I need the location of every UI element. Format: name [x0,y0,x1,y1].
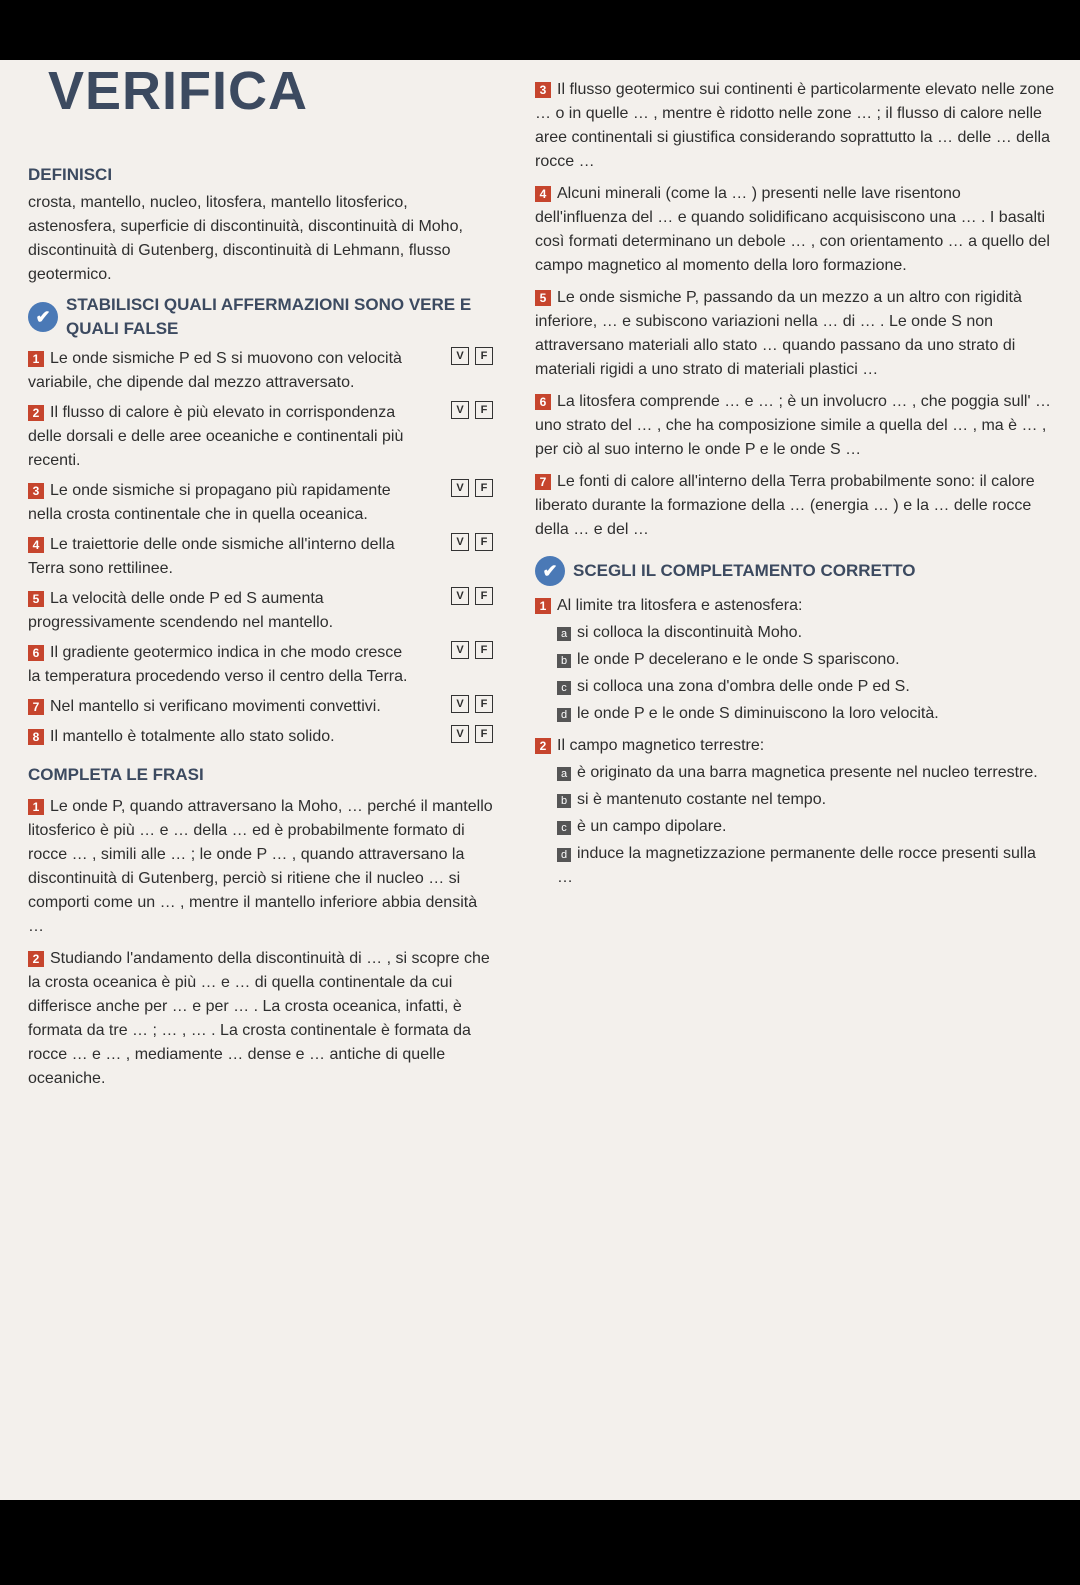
false-checkbox[interactable]: F [475,479,493,497]
true-checkbox[interactable]: V [451,479,469,497]
workbook-page [0,60,1080,1500]
false-checkbox[interactable]: F [475,695,493,713]
true-checkbox[interactable]: V [451,587,469,605]
mc-option[interactable]: b si è mantenuto costante nel tempo. [557,788,1055,812]
vf-item: 3 Le onde sismiche si propagano più rapidamente nella crosta continentale che in quella oceanica. V F [28,479,493,527]
true-checkbox[interactable]: V [451,695,469,713]
mc-option[interactable]: c si colloca una zona d'ombra delle onde P ed S. [557,675,1055,699]
completa-item-1-text: Le onde P, quando attraversano la Moho, … perché il mantello litosferico è più … e … della … ed è probabilmente formato di rocce … , simili alle … ; le onde P … , quando attraversano la discontinuità di Gutenberg, perciò si ritiene che il nucleo … si comporti come un … , mentre il mantello inferiore abbia densità … [28,798,493,935]
completa-item-2-text: Studiando l'andamento della discontinuità di … , si scopre che la crosta oceanica è più … e … di quella continentale da cui differisce anche per … e per … . La crosta oceanica, infatti, è formata da tre … ; … , … . La crosta continentale è formata da rocce … e … , mediamente … dense e … antiche di quelle oceaniche. [28,950,490,1087]
vf-item-text: Le onde sismiche P ed S si muovono con velocità variabile, che dipende dal mezzo attraversato. [28,350,402,391]
completa-item-7-text: Le fonti di calore all'interno della Terra probabilmente sono: il calore liberato durante la formazione della … (energia … ) e la … delle rocce della … e del … [535,473,1035,538]
mc-option[interactable]: b le onde P decelerano e le onde S spariscono. [557,648,1055,672]
completa-item-4-text: Alcuni minerali (come la … ) presenti nelle lave risentono dell'influenza del … e quando solidificano acquisiscono una … . I basalti così formati determinano un debole … , con orientamento … a quello del campo magnetico al momento della loro formazione. [535,185,1050,274]
true-checkbox[interactable]: V [451,725,469,743]
scegli-heading: SCEGLI IL COMPLETAMENTO CORRETTO [573,561,916,580]
vf-item-text: Le onde sismiche si propagano più rapidamente nella crosta continentale che in quella oceanica. [28,482,391,523]
definisci-heading: DEFINISCI [28,165,113,184]
mc-option[interactable]: a è originato da una barra magnetica presente nel nucleo terrestre. [557,761,1055,785]
vf-item-text: Le traiettorie delle onde sismiche all'interno della Terra sono rettilinee. [28,536,395,577]
vf-item: 2 Il flusso di calore è più elevato in corrispondenza delle dorsali e delle aree oceaniche e continentali più recenti. V F [28,401,493,473]
vf-list [28,347,493,749]
false-checkbox[interactable]: F [475,725,493,743]
false-checkbox[interactable]: F [475,587,493,605]
right-column [535,70,1055,898]
false-checkbox[interactable]: F [475,641,493,659]
check-icon: ✔ [535,556,565,586]
mc-option[interactable]: c è un campo dipolare. [557,815,1055,839]
completa-item-6: 6 La litosfera comprende … e … ; è un involucro … , che poggia sull' … uno strato del … , che ha composizione simile a quella del … , ma è … , per ciò al suo interno le onde P e le onde S … [535,393,1051,458]
completa-item-5-text: Le onde sismiche P, passando da un mezzo a un altro con rigidità inferiore, … e subiscono variazioni nella … di … . Le onde S non attraversano materiali allo stato … quando passano da uno strato di materiali rigidi a uno strato di materiali plastici … [535,289,1022,378]
page-title: VERIFICA [48,61,309,121]
vf-item: 8 Il mantello è totalmente allo stato solido. V F [28,725,493,749]
completa-item-3-text: Il flusso geotermico sui continenti è particolarmente elevato nelle zone … o in quelle … , mentre è ridotto nelle zone … ; il flusso di calore nelle aree continentali si giustifica considerando soprattutto la … delle … della rocce … [535,81,1055,170]
completa-item-4: 4 Alcuni minerali (come la … ) presenti nelle lave risentono dell'influenza del … e quando solidificano acquisiscono una … . I basalti così formati determinano un debole … , con orientamento … a quello del campo magnetico al momento della loro formazione. [535,185,1050,274]
true-checkbox[interactable]: V [451,641,469,659]
scegli-heading-row [535,556,1055,586]
vf-heading-row [28,293,493,341]
left-column [28,155,493,1099]
mc-option[interactable]: d le onde P e le onde S diminuiscono la loro velocità. [557,702,1055,726]
vf-item-text: La velocità delle onde P ed S aumenta progressivamente scendendo nel mantello. [28,590,334,631]
true-checkbox[interactable]: V [451,533,469,551]
mc-question-1: 1 Al limite tra litosfera e astenosfera: a si colloca la discontinuità Moho. b le onde P decelerano e le onde S spariscono. c si colloca una zona d'ombra delle onde P ed S. d le onde P e le onde S diminuiscono la loro velocità. [535,594,1055,726]
check-icon: ✔ [28,302,58,332]
completa-item-7: 7 Le fonti di calore all'interno della Terra probabilmente sono: il calore liberato durante la formazione della … (energia … ) e la … delle rocce della … e del … [535,473,1035,538]
false-checkbox[interactable]: F [475,533,493,551]
mc-question-2-stem: Il campo magnetico terrestre: [557,737,765,754]
vf-item-text: Il gradiente geotermico indica in che modo cresce la temperatura procedendo verso il centro della Terra. [28,644,408,685]
false-checkbox[interactable]: F [475,347,493,365]
vf-item: 1 Le onde sismiche P ed S si muovono con velocità variabile, che dipende dal mezzo attraversato. V F [28,347,493,395]
true-checkbox[interactable]: V [451,347,469,365]
completa-heading: COMPLETA LE FRASI [28,765,204,784]
vf-item: 7 Nel mantello si verificano movimenti convettivi. V F [28,695,493,719]
mc-option[interactable]: d induce la magnetizzazione permanente delle rocce presenti sulla … [557,845,1036,886]
definisci-text: crosta, mantello, nucleo, litosfera, mantello litosferico, astenosfera, superficie di discontinuità, discontinuità di Moho, discontinuità di Gutenberg, discontinuità di Lehmann, flusso geotermico. [28,194,463,283]
false-checkbox[interactable]: F [475,401,493,419]
true-checkbox[interactable]: V [451,401,469,419]
completa-item-5: 5 Le onde sismiche P, passando da un mezzo a un altro con rigidità inferiore, … e subiscono variazioni nella … di … . Le onde S non attraversano materiali allo stato … quando passano da uno strato di materiali rigidi a uno strato di materiali plastici … [535,289,1022,378]
mc-question-2: 2 Il campo magnetico terrestre: a è originato da una barra magnetica presente nel nucleo terrestre. b si è mantenuto costante nel tempo. c è un campo dipolare. d induce la magnetizzazione permanente delle rocce presenti sulla … [535,734,1055,890]
completa-item-3: 3 Il flusso geotermico sui continenti è particolarmente elevato nelle zone … o in quelle … , mentre è ridotto nelle zone … ; il flusso di calore nelle aree continentali si giustifica considerando soprattutto la … delle … della rocce … [535,81,1055,170]
vf-item-text: Il mantello è totalmente allo stato solido. [50,728,335,745]
vf-heading: STABILISCI QUALI AFFERMAZIONI SONO VERE E QUALI FALSE [66,295,472,338]
vf-item: 5 La velocità delle onde P ed S aumenta progressivamente scendendo nel mantello. V F [28,587,493,635]
vf-item-text: Il flusso di calore è più elevato in corrispondenza delle dorsali e delle aree oceaniche e continentali più recenti. [28,404,404,469]
vf-item-text: Nel mantello si verificano movimenti convettivi. [50,698,381,715]
vf-item: 4 Le traiettorie delle onde sismiche all'interno della Terra sono rettilinee. V F [28,533,493,581]
completa-item-6-text: La litosfera comprende … e … ; è un involucro … , che poggia sull' … uno strato del … , che ha composizione simile a quella del … , ma è … , per ciò al suo interno le onde P e le onde S … [535,393,1051,458]
mc-option[interactable]: a si colloca la discontinuità Moho. [557,621,1055,645]
vf-item: 6 Il gradiente geotermico indica in che modo cresce la temperatura procedendo verso il centro della Terra. V F [28,641,493,689]
mc-question-1-stem: Al limite tra litosfera e astenosfera: [557,597,803,614]
completa-item-2: 2 Studiando l'andamento della discontinuità di … , si scopre che la crosta oceanica è più … e … di quella continentale da cui differisce anche per … e per … . La crosta oceanica, infatti, è formata da tre … ; … , … . La crosta continentale è formata da rocce … e … , mediamente … dense e … antiche di quelle oceaniche. [28,950,490,1087]
completa-item-1: 1 Le onde P, quando attraversano la Moho, … perché il mantello litosferico è più … e … della … ed è probabilmente formato di rocce … , simili alle … ; le onde P … , quando attraversano la discontinuità di Gutenberg, perciò si ritiene che il nucleo … si comporti come un … , mentre il mantello inferiore abbia densità … [28,798,493,935]
